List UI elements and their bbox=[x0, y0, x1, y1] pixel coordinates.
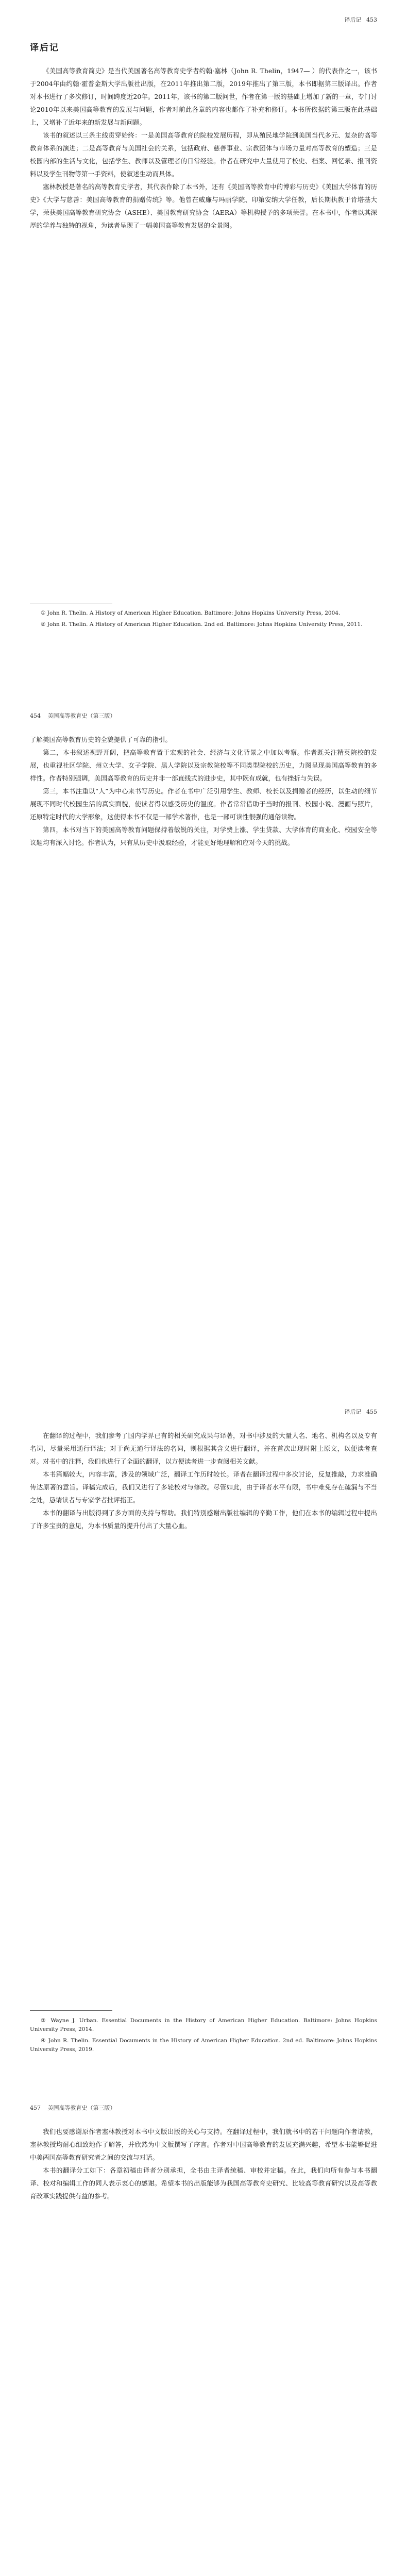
paragraph: 本书篇幅较大，内容丰富，涉及的领域广泛，翻译工作历时较长。译者在翻译过程中多次讨论，反复推敲，力求准确传达原著的意旨。译稿完成后，我们又进行了多轮校对与修改。尽管如此，由于译者水平有限，书中难免存在疏漏与不当之处，恳请读者与专家学者批评指正。 bbox=[30, 1470, 377, 1504]
paragraph: 了解美国高等教育历史的全貌提供了可靠的指引。 bbox=[30, 736, 172, 743]
page-454 bbox=[0, 696, 407, 1392]
footnotes bbox=[30, 609, 377, 632]
running-header bbox=[30, 711, 116, 720]
paragraph: 本书的翻译分工如下：各章初稿由译者分别承担，全书由主译者统稿、审校并定稿。在此，我们向所有参与本书翻译、校对和编辑工作的同人表示衷心的感谢。希望本书的出版能够为我国高等教育史研究、比较高等教育研究以及高等教育改革实践提供有益的参考。 bbox=[30, 2166, 377, 2200]
paragraph: 第三，本书注重以“人”为中心来书写历史。作者在书中广泛引用学生、教师、校长以及捐赠者的经历，以生动的细节展现不同时代校园生活的真实面貌，使读者得以感受历史的温度。作者常常借助于当时的报刊、校园小说、漫画与照片，还原特定时代的大学形象，这使得本书不仅是一部学术著作，也是一部可读性很强的通俗读物。 bbox=[30, 787, 377, 821]
page-455 bbox=[0, 1392, 407, 2088]
page-number: 455 bbox=[366, 1409, 377, 1415]
page-number: 454 bbox=[30, 713, 41, 719]
section-title: 译后记 bbox=[30, 43, 59, 53]
paragraph: 在翻译的过程中，我们参考了国内学界已有的相关研究成果与译著，对书中涉及的大量人名、地名、机构名以及专有名词，尽量采用通行译法；对于尚无通行译法的名词，则根据其含义进行翻译，并在首次出现时附上原文，以便读者查对。对书中的注释，我们也进行了全面的翻译，以方便读者进一步查阅相关文献。 bbox=[30, 1432, 377, 1465]
running-header bbox=[30, 2104, 116, 2112]
body-text bbox=[30, 1429, 377, 1532]
footnotes bbox=[30, 2016, 377, 2057]
running-header-title: 译后记 bbox=[344, 1409, 362, 1415]
footnote: ④ John R. Thelin. Essential Documents in the History of American Higher Education. 2nd ed. Baltimore: Johns Hopkins University Press, 2019. bbox=[30, 2038, 377, 2053]
paragraph: 本书的翻译与出版得到了多方面的支持与帮助。我们特别感谢出版社编辑的辛勤工作，他们在本书的编辑过程中提出了许多宝贵的意见，为本书质量的提升付出了大量心血。 bbox=[30, 1509, 377, 1530]
running-header-title: 美国高等教育史（第三版） bbox=[47, 2105, 116, 2111]
running-header-title: 美国高等教育史（第三版） bbox=[47, 713, 116, 719]
page-453 bbox=[0, 0, 407, 696]
footnote: ① John R. Thelin. A History of American Higher Education. Baltimore: Johns Hopkins University Press, 2004. bbox=[41, 610, 341, 616]
paragraph: 我们也要感谢原作者塞林教授对本书中文版出版的关心与支持。在翻译过程中，我们就书中的若干问题向作者请教，塞林教授均耐心细致地作了解答，并欣然为中文版撰写了序言。作者对中国高等教育的发展充满兴趣，希望本书能够促进中美两国高等教育研究者之间的交流与对话。 bbox=[30, 2128, 377, 2161]
footnote-rule bbox=[30, 2010, 112, 2011]
running-header-title: 译后记 bbox=[344, 16, 362, 23]
body-text bbox=[30, 733, 377, 849]
paragraph: 第四，本书对当下的美国高等教育问题保持着敏锐的关注，对学费上涨、学生贷款、大学体育的商业化、校园安全等议题均有深入讨论。作者认为，只有从历史中汲取经验，才能更好地理解和应对今天的挑战。 bbox=[30, 826, 377, 846]
page-457 bbox=[0, 2088, 407, 2576]
paragraph: 该书的叙述以三条主线贯穿始终：一是美国高等教育的院校发展历程，即从殖民地学院到美国当代多元、复杂的高等教育体系的演进；二是高等教育与美国社会的关系，包括政府、慈善事业、宗教团体与市场力量对高等教育的塑造；三是校园内部的生活与文化，包括学生、教师以及管理者的日常经验。作者在研究中大量使用了校史、档案、回忆录、报刊资料以及学生刊物等第一手资料，使叙述生动而具体。 bbox=[30, 131, 377, 178]
paragraph: 《美国高等教育简史》是当代美国著名高等教育史学者约翰·塞林（John R. Thelin，1947— ）的代表作之一，该书于2004年由约翰·霍普金斯大学出版社出版，在2011年推出第二版，2019年推出了第三版，本书即据第三版译出。作者对本书进行了多次修订，时间跨度近20年。2011年，该书的第二版问世，作者在第一版的基础上增加了新的一章，专门讨论2010年以来美国高等教育的发展与问题，作者对前此各章的内容也都作了补充和修订。本书所依据的第三版在此基础上，又增补了近年来的新发展与新问题。 bbox=[30, 67, 377, 126]
paragraph: 塞林教授是著名的高等教育史学者，其代表作除了本书外，还有《美国高等教育中的博彩与历史》《美国大学体育的历史》《大学与慈善：美国高等教育的捐赠传统》等。他曾在威廉与玛丽学院、印第安纳大学任教，后长期执教于肯塔基大学，荣获美国高等教育研究协会（ASHE）、美国教育研究协会（AERA）等机构授予的多项荣誉。在本书中，作者以其深厚的学养与独特的视角，为读者呈现了一幅美国高等教育发展的全景图。 bbox=[30, 183, 377, 229]
page-number: 457 bbox=[30, 2105, 41, 2111]
paragraph: 第二，本书叙述视野开阔，把高等教育置于宏观的社会、经济与文化背景之中加以考察。作者既关注精英院校的发展，也重视社区学院、州立大学、女子学院、黑人学院以及宗教院校等不同类型院校的历史，力图呈现美国高等教育的多样性。作者特别强调，美国高等教育的历史并非一部直线式的进步史，其中既有成就，也有挫折与失误。 bbox=[30, 749, 377, 782]
running-header bbox=[345, 1408, 378, 1416]
footnote: ② John R. Thelin. A History of American Higher Education. 2nd ed. Baltimore: Johns Hopkins University Press, 2011. bbox=[41, 621, 363, 628]
page-number: 453 bbox=[366, 16, 377, 23]
body-text bbox=[30, 64, 377, 232]
footnote: ③ Wayne J. Urban. Essential Documents in the History of American Higher Education. Baltimore: Johns Hopkins University Press, 2014. bbox=[30, 2018, 377, 2032]
running-header bbox=[345, 15, 378, 24]
body-text bbox=[30, 2125, 377, 2202]
